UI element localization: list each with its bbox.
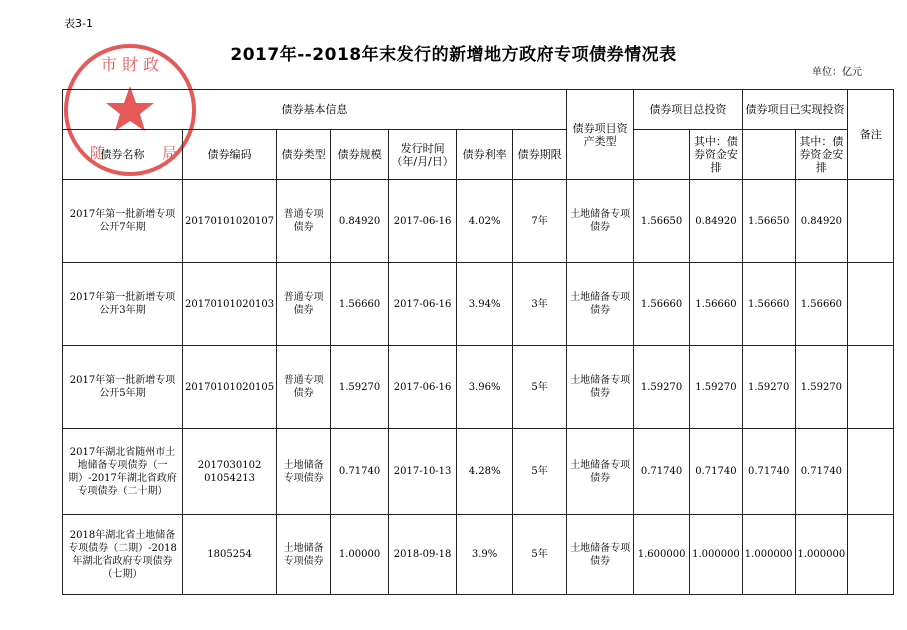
cell-realized-bond: 1.000000 [795,515,848,595]
cell-total-bond: 1.59270 [690,346,743,429]
cell-remark [848,180,894,263]
cell-total: 1.56660 [634,263,690,346]
cell-code: 2017030102 01054213 [183,429,277,515]
cell-name: 2017年第一批新增专项公开3年期 [63,263,183,346]
cell-term: 5年 [513,515,567,595]
header-remark: 备注 [848,90,894,180]
svg-text:市 財 政: 市 財 政 [100,55,160,74]
unit-label: 单位：亿元 [812,67,862,78]
cell-term: 3年 [513,263,567,346]
cell-realized-bond: 0.84920 [795,180,848,263]
page-title: 2017年--2018年末发行的新增地方政府专项债券情况表 [230,45,677,65]
cell-asset: 土地储备专项债券 [567,429,634,515]
bond-table [62,89,894,595]
header-rate: 债券利率 [457,130,513,180]
cell-type: 土地储备专项债券 [277,515,331,595]
table-number: 表3-1 [64,17,93,30]
cell-realized: 1.59270 [742,346,795,429]
cell-asset: 土地储备专项债券 [567,263,634,346]
cell-type: 土地储备专项债券 [277,429,331,515]
cell-total: 0.71740 [634,429,690,515]
cell-rate: 3.9% [457,515,513,595]
cell-remark [848,429,894,515]
cell-rate: 4.28% [457,429,513,515]
cell-total: 1.59270 [634,346,690,429]
header-code: 债券编码 [183,130,277,180]
cell-realized: 1.000000 [742,515,795,595]
cell-scale: 1.00000 [331,515,389,595]
svg-text:局: 局 [162,144,178,162]
header-realized-investment: 债券项目已实现投资 [742,90,847,130]
cell-code: 20170101020105 [183,346,277,429]
cell-rate: 4.02% [457,180,513,263]
cell-date: 2017-06-16 [389,346,457,429]
cell-remark [848,346,894,429]
cell-rate: 3.96% [457,346,513,429]
table-row [63,515,894,595]
cell-realized: 1.56660 [742,263,795,346]
header-scale: 债券规模 [331,130,389,180]
cell-code: 1805254 [183,515,277,595]
cell-name: 2018年湖北省土地储备专项债券（二期）-2018年湖北省政府专项债券（七期） [63,515,183,595]
cell-remark [848,263,894,346]
cell-date: 2017-06-16 [389,180,457,263]
cell-name: 2017年第一批新增专项公开5年期 [63,346,183,429]
table-row [63,429,894,515]
header-name: 债券名称 [63,130,183,180]
cell-asset: 土地储备专项债券 [567,346,634,429]
header-total-blank [634,130,690,180]
cell-realized-bond: 1.56660 [795,263,848,346]
cell-remark [848,515,894,595]
header-issue-date: 发行时间（年/月/日） [389,130,457,180]
header-total-investment: 债券项目总投资 [634,90,743,130]
cell-type: 普通专项债券 [277,346,331,429]
cell-rate: 3.94% [457,263,513,346]
table-row [63,180,894,263]
cell-code: 20170101020107 [183,180,277,263]
cell-term: 7年 [513,180,567,263]
header-basic-info: 债券基本信息 [63,90,567,130]
header-type: 债券类型 [277,130,331,180]
cell-total-bond: 1.000000 [690,515,743,595]
cell-total-bond: 1.56660 [690,263,743,346]
cell-date: 2017-10-13 [389,429,457,515]
table-row [63,263,894,346]
cell-scale: 1.56660 [331,263,389,346]
cell-asset: 土地储备专项债券 [567,515,634,595]
cell-type: 普通专项债券 [277,263,331,346]
cell-asset: 土地储备专项债券 [567,180,634,263]
cell-realized: 0.71740 [742,429,795,515]
cell-term: 5年 [513,429,567,515]
cell-type: 普通专项债券 [277,180,331,263]
table-row [63,346,894,429]
cell-scale: 0.84920 [331,180,389,263]
cell-scale: 0.71740 [331,429,389,515]
cell-name: 2017年湖北省随州市土地储备专项债券（一期）-2017年湖北省政府专项债券（二十期） [63,429,183,515]
cell-date: 2018-09-18 [389,515,457,595]
header-asset-type: 债券项目资产类型 [567,90,634,180]
cell-name: 2017年第一批新增专项公开7年期 [63,180,183,263]
cell-total: 1.56650 [634,180,690,263]
header-realized-blank [742,130,795,180]
cell-total-bond: 0.84920 [690,180,743,263]
cell-total-bond: 0.71740 [690,429,743,515]
svg-text:随: 随 [90,144,106,162]
cell-realized: 1.56650 [742,180,795,263]
cell-total: 1.600000 [634,515,690,595]
cell-scale: 1.59270 [331,346,389,429]
header-of-which-total: 其中：债券资金安排 [690,130,743,180]
header-of-which-realized: 其中：债券资金安排 [795,130,848,180]
cell-term: 5年 [513,346,567,429]
header-term: 债券期限 [513,130,567,180]
cell-realized-bond: 1.59270 [795,346,848,429]
cell-realized-bond: 0.71740 [795,429,848,515]
cell-code: 20170101020103 [183,263,277,346]
cell-date: 2017-06-16 [389,263,457,346]
